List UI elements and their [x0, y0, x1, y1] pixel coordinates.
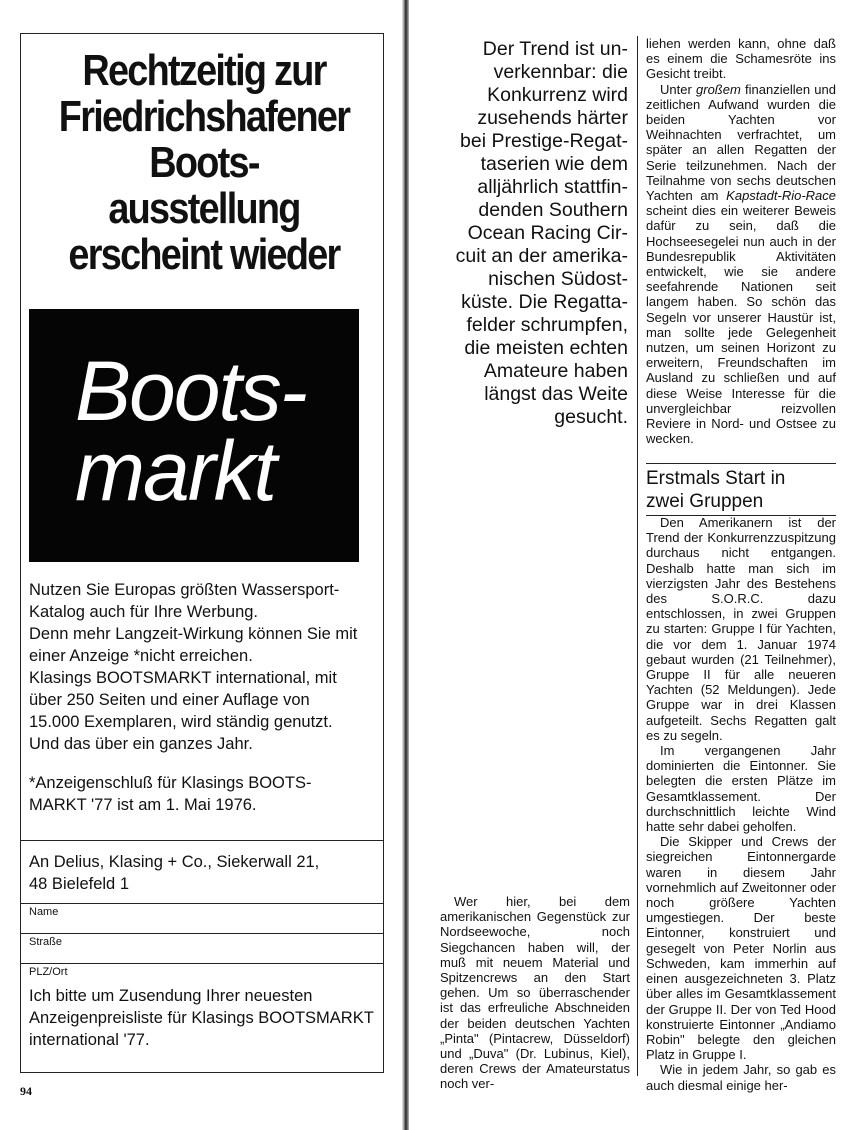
address-line: 48 Bielefeld 1 — [29, 875, 129, 893]
street-field[interactable] — [21, 933, 383, 963]
pull-quote-line: die meisten echten — [464, 337, 628, 359]
bootsmarkt-logo — [29, 309, 359, 562]
pull-quote-line: zusehends härter — [477, 107, 628, 129]
article-paragraph: liehen werden kann, ohne daß es einem die Schamesröte ins Gesicht treibt. — [646, 36, 836, 82]
pull-quote-line: denden Southern — [478, 199, 628, 221]
pull-quote-line: verkennbar: die — [493, 61, 628, 83]
article-column-top — [646, 36, 836, 446]
ad-footnote-line: MARKT '77 ist am 1. Mai 1976. — [29, 796, 257, 814]
ad-headline-line: ausstellung — [108, 184, 300, 233]
section-heading — [646, 463, 836, 516]
ad-headline — [54, 48, 355, 278]
order-request-text — [21, 985, 383, 1051]
logo-line: Boots- — [75, 344, 306, 438]
pull-quote-line: felder schrumpfen, — [466, 314, 628, 336]
article-paragraph: Die Skipper und Crews der siegreichen Eintonnergarde waren in diesem Jahr vornehmlich auf Zweitonner oder noch größere Yachten umgestiegen. Der beste Eintonner, konstruiert und gesegelt von Peter Norlin aus Schweden, kam immerhin auf einen ausgezeichneten 3. Platz über alles im Gesamtklassement der Gruppe II. Der von Ted Hood konstruierte Eintonner „Andiamo Robin" belegte den gleichen Platz in Gruppe I. — [646, 834, 836, 1063]
section-heading-line: Erstmals Start in — [646, 468, 786, 489]
order-coupon — [21, 840, 383, 1051]
ad-headline-line: Rechtzeitig zur — [82, 46, 326, 95]
text-run: scheint dies ein weiterer Beweis dafür zu sein, daß die Hochseesegelei nun auch in der Bundesrepublik Aktivitäten entwickelt, wie sie andere seefahrende Nationen seit langem haben. So schön das Segeln vor unserer Haustür ist, man sollte jede Gelegenheit nutzen, um seinen Horizont zu erweitern, Freundschaften im Ausland zu schließen und auf diese Weise Interesse für die unvergleichbar reizvollen Reviere in Nord- und Ostsee zu wecken. — [646, 203, 836, 447]
pull-quote-line: cuit an der amerika- — [455, 245, 628, 267]
page-gutter — [402, 0, 409, 1130]
pull-quote-line: taserien wie dem — [480, 153, 628, 175]
pull-quote-line: bei Prestige-Regat- — [460, 130, 628, 152]
text-run: Kapstadt-Rio-Race — [726, 188, 836, 204]
pull-quote — [428, 38, 628, 429]
street-field-label: Straße — [29, 936, 63, 948]
ad-footnote-line: *Anzeigenschluß für Klasings BOOTS- — [29, 774, 312, 792]
order-line: Anzeigenpreisliste für Klasings BOOTSMARKT — [29, 1009, 374, 1027]
zip-city-field[interactable] — [21, 963, 383, 985]
order-line: Ich bitte um Zusendung Ihrer neuesten — [29, 987, 313, 1005]
text-run: Unter — [660, 81, 697, 97]
pull-quote-line: längst das Weite — [484, 383, 628, 405]
publisher-address — [21, 841, 383, 903]
logo-line: markt — [75, 424, 275, 518]
page-number: 94 — [20, 1084, 32, 1098]
pull-quote-line: gesucht. — [554, 406, 628, 428]
article-column-bottom — [646, 515, 836, 1093]
advertisement-box — [20, 33, 384, 1073]
ad-body-line: einer Anzeige *nicht erreichen. — [29, 647, 253, 665]
ad-headline-line: erscheint wieder — [68, 230, 340, 279]
ad-headline-line: Friedrichshafener — [58, 92, 350, 141]
address-line: An Delius, Klasing + Co., Siekerwall 21, — [29, 853, 320, 871]
article-paragraph — [646, 82, 836, 447]
pull-quote-line: Konkurrenz wird — [487, 84, 628, 106]
article-paragraph: Wie in jedem Jahr, so gab es auch diesmal einige her- — [646, 1062, 836, 1093]
article-paragraph: Wer hier, bei dem amerikanischen Gegenstück zur Nordseewoche, noch Siegchancen haben will, der muß mit neuem Material und Spitzencrews an den Start gehen. Um so überraschender ist das erfreuliche Abschneiden der beiden deutschen Yachten „Pinta" (Pintacrew, Düsseldorf) und „Duva" (Dr. Lubinus, Kiel), deren Crews der Amateurstatus noch ver- — [440, 894, 630, 1092]
ad-body-line: über 250 Seiten und einer Auflage von — [29, 691, 310, 709]
pull-quote-line: Der Trend ist un- — [482, 38, 628, 60]
pull-quote-line: küste. Die Regatta- — [461, 291, 628, 313]
article-paragraph: Den Amerikanern ist der Trend der Konkurrenzzuspitzung durchaus nicht entgangen. Deshalb hatte man sich im vierzigsten Jahr des Bestehens des S.O.R.C. dazu entschlossen, in zwei Gruppen zu starten: Gruppe I für Yachten, die vor dem 1. Januar 1974 gebaut wurden (21 Teilnehmer), Gruppe II für alle neueren Yachten (52 Meldungen). Jede Gruppe war in drei Klassen aufgeteilt. Sechs Regatten galt es zu segeln. — [646, 515, 836, 743]
text-run: großem — [696, 81, 741, 97]
ad-footnote — [29, 772, 379, 816]
section-heading-line: zwei Gruppen — [646, 491, 764, 512]
order-line: international '77. — [29, 1031, 150, 1049]
pull-quote-line: Ocean Racing Cir- — [467, 222, 628, 244]
ad-body-line: Denn mehr Langzeit-Wirkung können Sie mit — [29, 625, 358, 643]
pull-quote-line: alljährlich stattfin- — [477, 176, 628, 198]
article-column-middle — [440, 894, 630, 1092]
pull-quote-line: nischen Südost- — [488, 268, 628, 290]
name-field[interactable] — [21, 903, 383, 933]
ad-body-line: Nutzen Sie Europas größten Wassersport- — [29, 581, 340, 599]
ad-headline-line: Boots- — [149, 138, 259, 187]
text-run: finanziellen und zeitlichen Aufwand wurden die beiden Yachten vor Weihnachten verfrachtet, um später an allen Regatten der Serie teilzunehmen. Nach der Teilnahme von sechs deutschen Yachten am — [646, 81, 836, 204]
column-rule — [637, 36, 638, 1076]
ad-body-line: Katalog auch für Ihre Werbung. — [29, 603, 259, 621]
ad-body-line: Und das über ein ganzes Jahr. — [29, 735, 253, 753]
ad-body-line: Klasings BOOTSMARKT international, mit — [29, 669, 337, 687]
name-field-label: Name — [29, 906, 59, 918]
article-paragraph: Im vergangenen Jahr dominierten die Eintonner. Sie belegten die ersten Plätze im Gesamtklassement. Der durchschnittlich leichte Wind hatte sehr dabei geholfen. — [646, 743, 836, 835]
zip-city-field-label: PLZ/Ort — [29, 966, 68, 978]
ad-body-text — [29, 579, 379, 755]
ad-body-line: 15.000 Exemplaren, wird ständig genutzt. — [29, 713, 333, 731]
pull-quote-line: Amateure haben — [483, 360, 628, 382]
